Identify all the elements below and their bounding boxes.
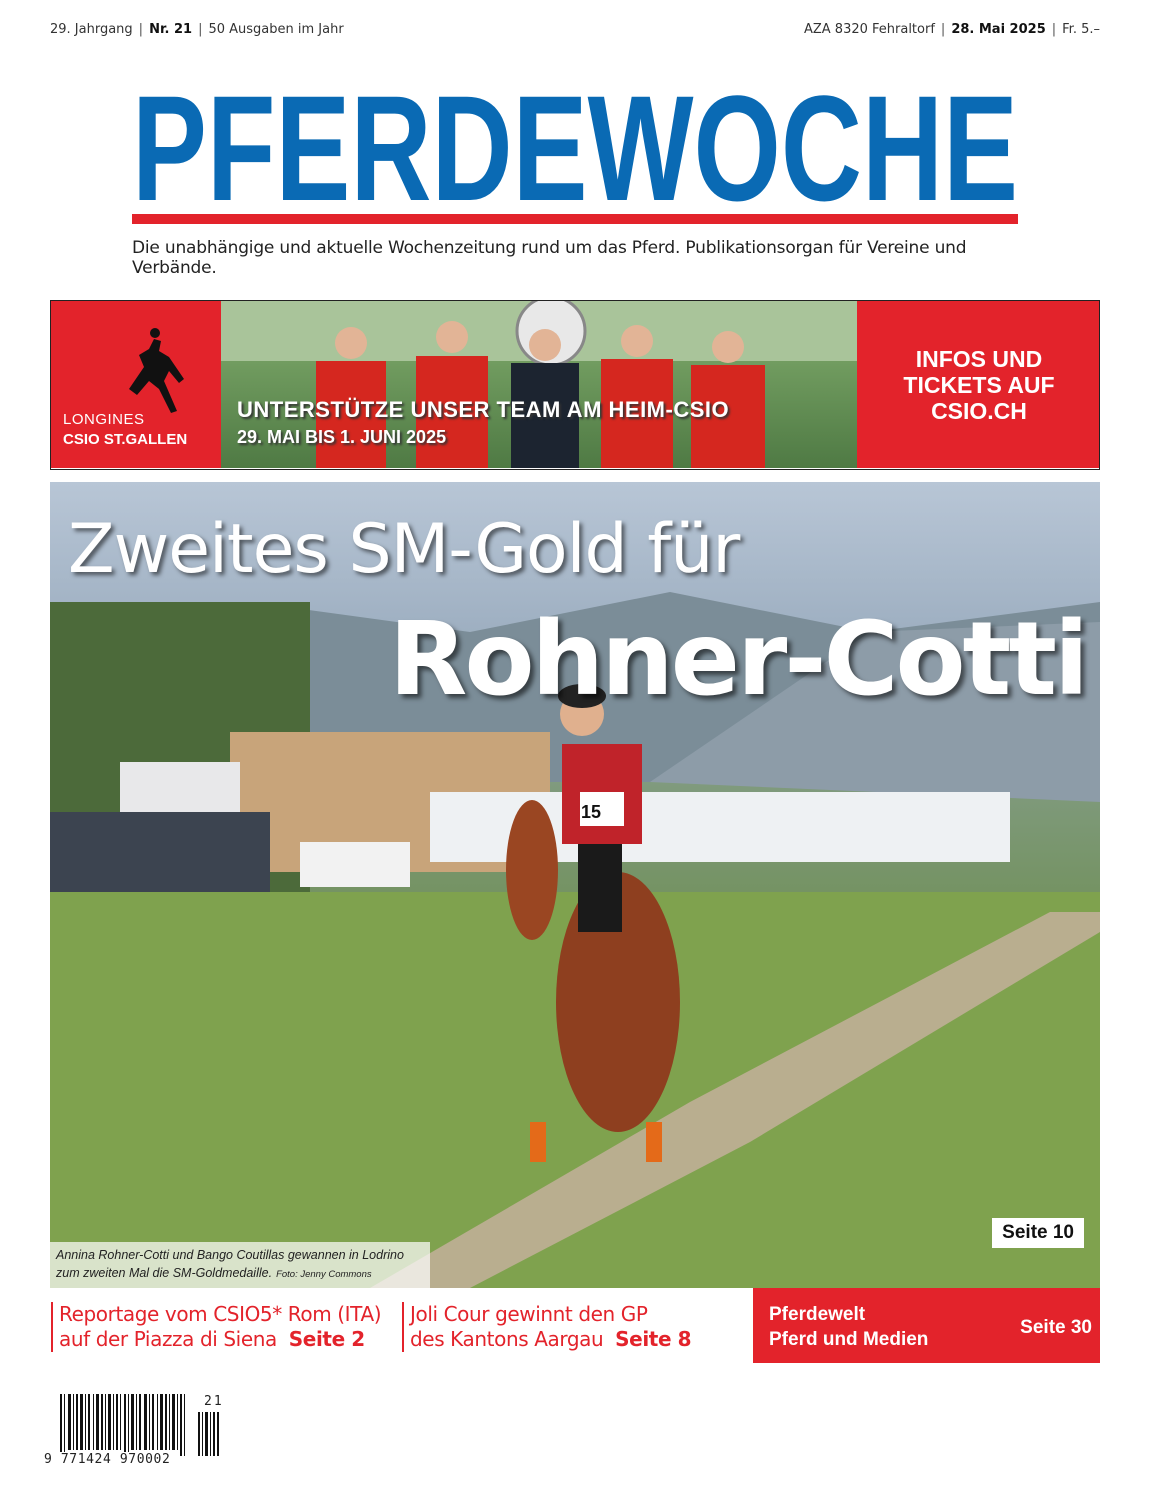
teaser-pferdewelt[interactable] <box>753 1288 1100 1363</box>
jahrgang: 29. Jahrgang <box>50 22 133 37</box>
issue-info: 29. Jahrgang | Nr. 21 | 50 Ausgaben im Jahr <box>50 22 344 37</box>
teaser-joli-cour[interactable] <box>402 1302 691 1352</box>
cover-page-ref[interactable]: Seite 10 <box>992 1218 1084 1248</box>
photo-caption <box>50 1242 430 1288</box>
caption-line2: zum zweiten Mal die SM-Goldmedaille. <box>56 1266 273 1280</box>
teaser-joli-cour-line2: des Kantons Aargau <box>410 1327 604 1351</box>
teaser-joli-cour-line1: Joli Cour gewinnt den GP <box>410 1302 648 1326</box>
headline-line1: Zweites SM-Gold für <box>68 510 740 589</box>
photo-credit: Foto: Jenny Commons <box>276 1269 372 1280</box>
teaser-rom-line2: auf der Piazza di Siena <box>59 1327 277 1351</box>
barcode <box>44 1394 230 1474</box>
ad-brand-line2: CSIO ST.GALLEN <box>63 431 188 448</box>
issues-per-year: 50 Ausgaben im Jahr <box>208 22 344 37</box>
barcode-issue: 21 <box>204 1394 224 1409</box>
ad-dates: 29. MAI BIS 1. JUNI 2025 <box>237 427 447 447</box>
price: Fr. 5.– <box>1062 22 1100 37</box>
pferdewelt-text: Pferdewelt Pferd und Medien <box>769 1304 929 1350</box>
tagline: Die unabhängige und aktuelle Wochenzeitung rund um das Pferd. Publikationsorgan für Vereine und Verbände. <box>132 238 967 278</box>
teaser-rom[interactable] <box>51 1302 381 1352</box>
show-jumper-icon <box>109 319 199 419</box>
ad-team-photo <box>221 301 857 468</box>
cover-photo <box>50 482 1100 1288</box>
pferdewelt-page: Seite 30 <box>1020 1317 1092 1338</box>
ad-cta: INFOS UND TICKETS AUF CSIO.CH <box>903 345 1055 424</box>
teaser-rom-page: Seite 2 <box>288 1327 365 1351</box>
issue-number: Nr. 21 <box>149 22 193 37</box>
teaser-joli-cour-page: Seite 8 <box>615 1327 692 1351</box>
aza: AZA 8320 Fehraltorf <box>803 22 935 37</box>
svg-text:PFERDEWOCHE: PFERDEWOCHE <box>132 72 1018 212</box>
postal-info: AZA 8320 Fehraltorf | 28. Mai 2025 | Fr. 5.– <box>803 22 1100 37</box>
ad-headline: UNTERSTÜTZE UNSER TEAM AM HEIM-CSIO <box>237 397 730 422</box>
teaser-rom-line1: Reportage vom CSIO5* Rom (ITA) <box>59 1302 382 1326</box>
ad-brand-panel <box>51 301 221 468</box>
ad-brand-line1: LONGINES <box>63 411 145 428</box>
issue-date: 28. Mai 2025 <box>951 22 1046 37</box>
caption-line1: Annina Rohner-Cotti und Bango Coutillas gewannen in Lodrino <box>56 1248 404 1262</box>
ad-cta-panel[interactable] <box>857 301 1100 468</box>
barcode-digits: 9 771424 970002 <box>44 1452 171 1467</box>
masthead-logo <box>132 72 1018 212</box>
headline-line2: Rohner-Cotti <box>388 600 1086 719</box>
barcode-bars <box>60 1394 220 1456</box>
bib-number: 15 <box>581 802 602 822</box>
masthead-rule <box>132 214 1018 224</box>
csio-advertisement[interactable] <box>50 300 1100 470</box>
